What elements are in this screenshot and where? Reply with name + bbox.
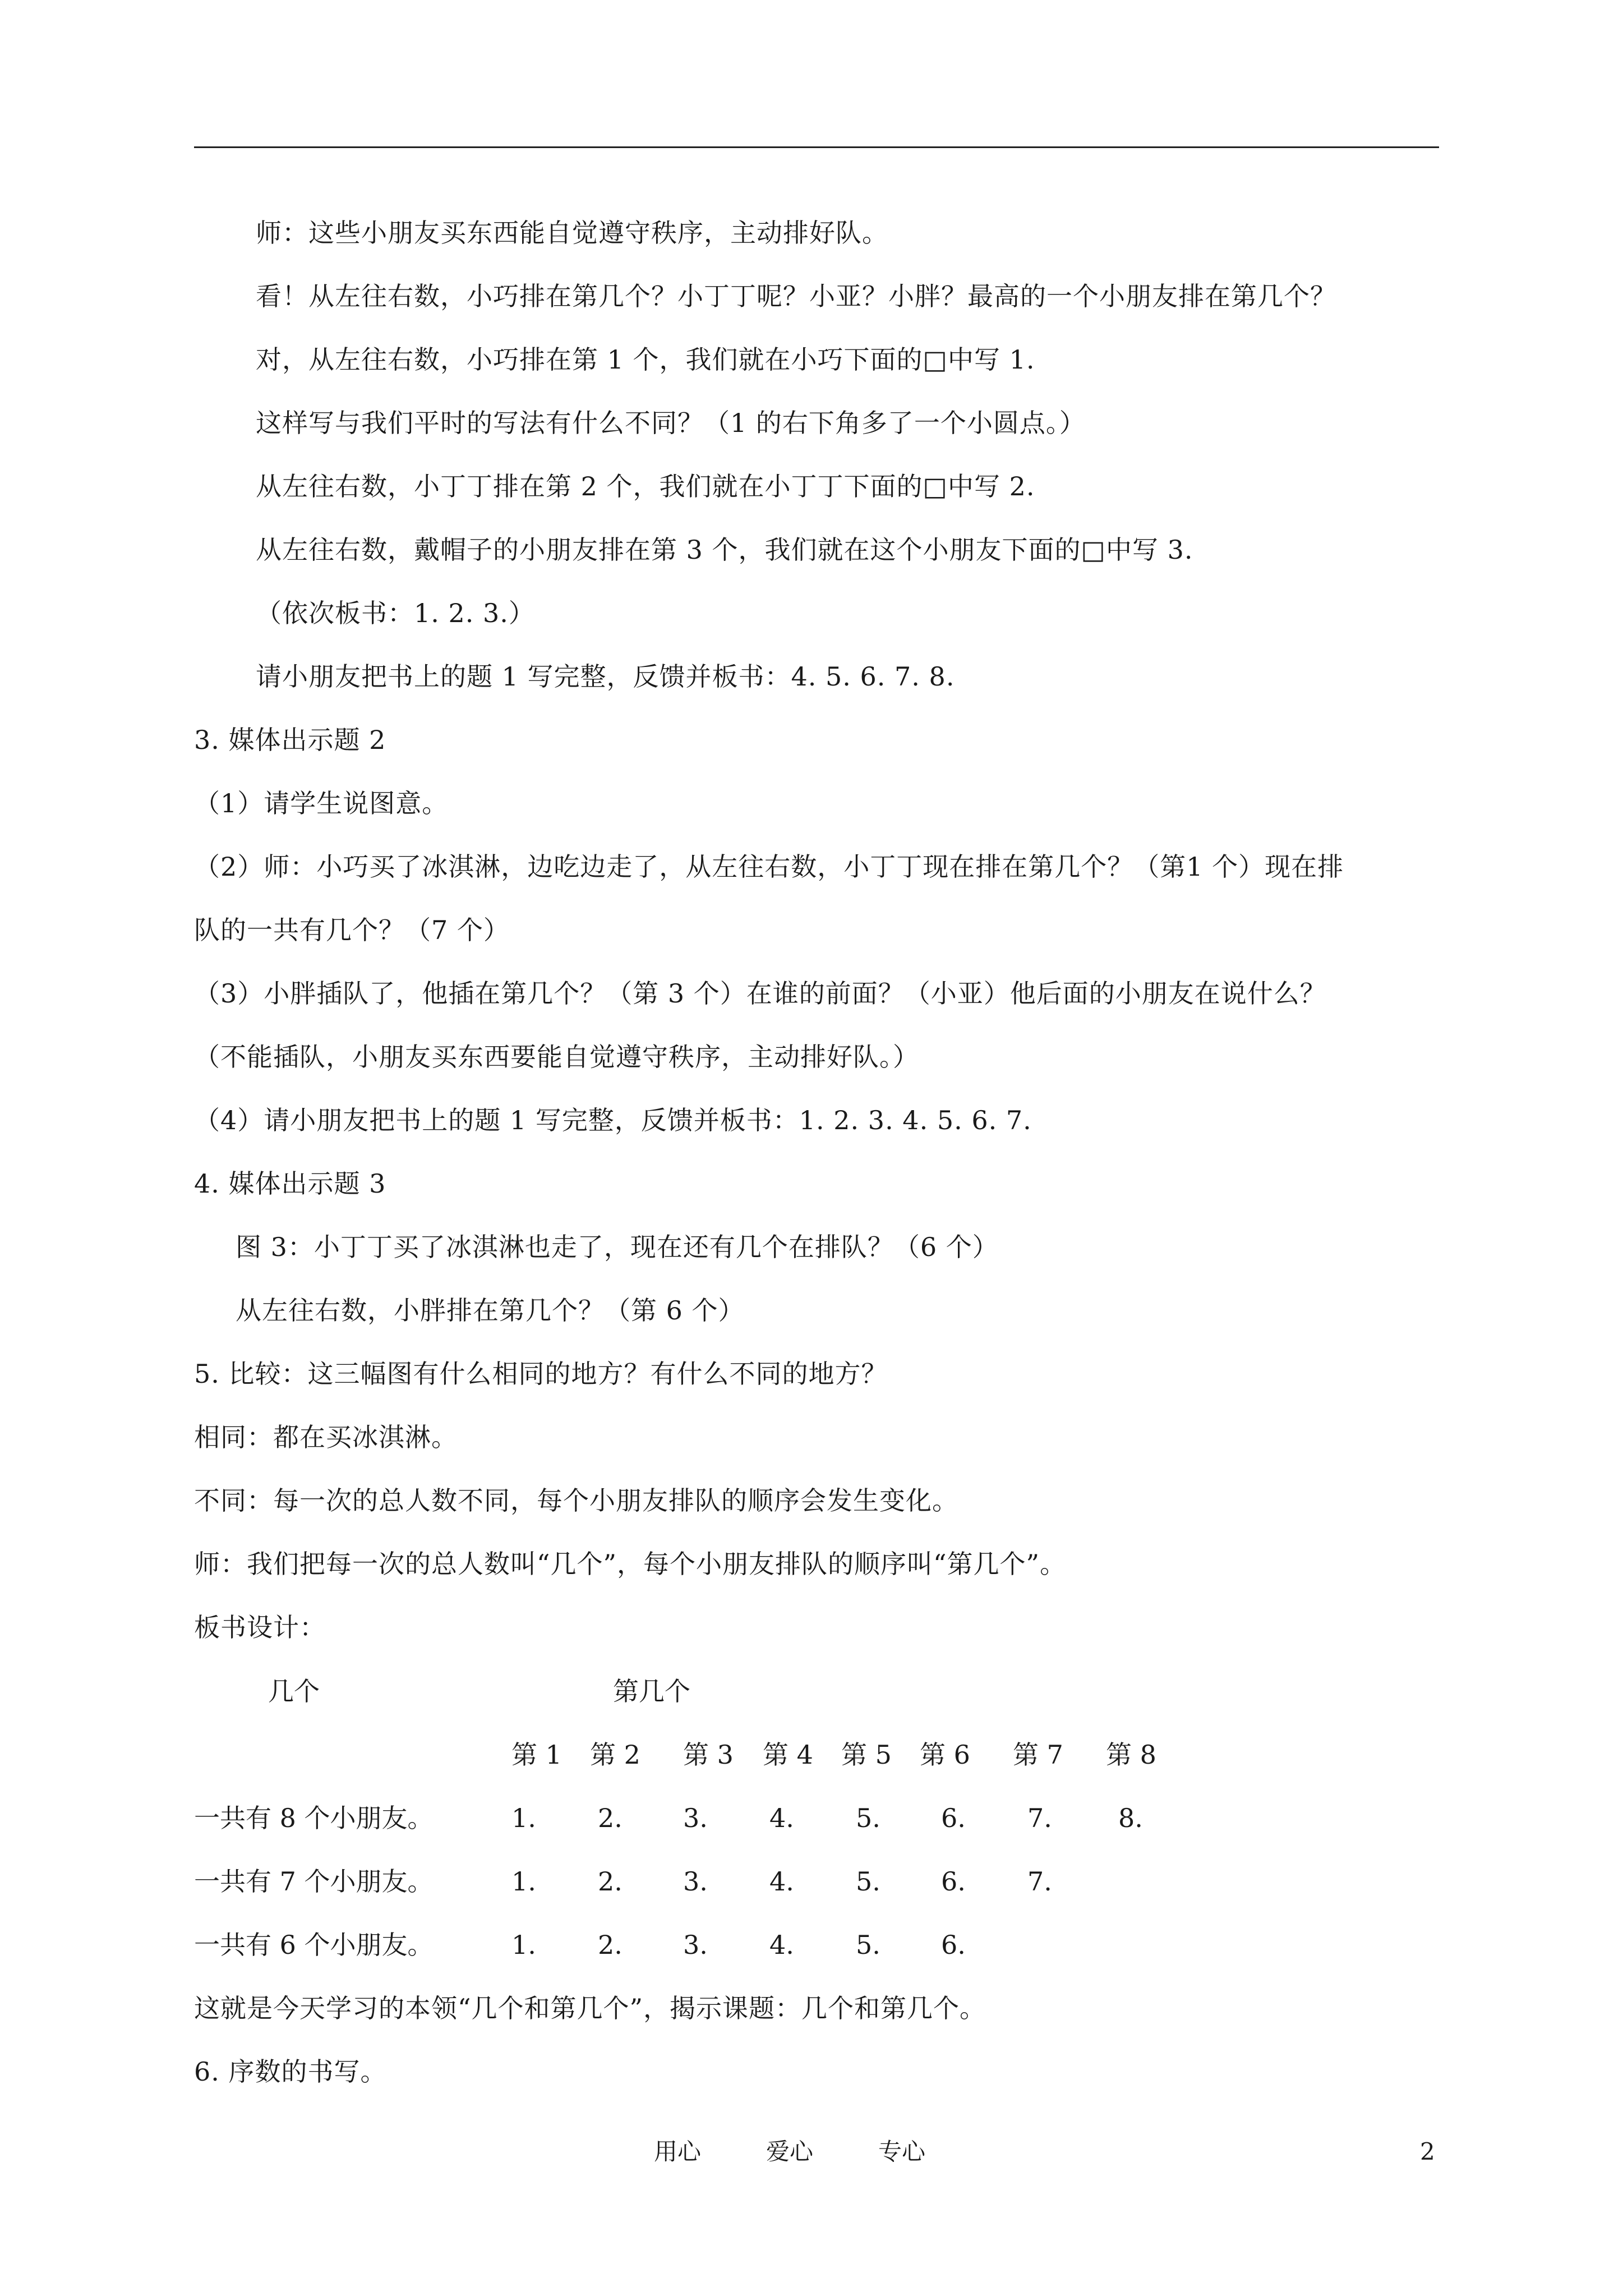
board-row-label: 一共有 8 个小朋友。 <box>194 1803 434 1833</box>
ordinal-label: 第 1 <box>511 1740 562 1770</box>
paragraph: 板书设计： <box>194 1612 326 1642</box>
board-cell: 1. <box>511 1930 536 1960</box>
board-cell: 3. <box>683 1930 708 1960</box>
paragraph: 请小朋友把书上的题 1 写完整，反馈并板书：4. 5. 6. 7. 8. <box>256 661 955 692</box>
board-cell: 4. <box>769 1803 794 1833</box>
board-cell: 5. <box>856 1930 880 1960</box>
section-heading: 4. 媒体出示题 3 <box>194 1168 386 1199</box>
board-cell: 6. <box>941 1930 966 1960</box>
board-cell: 3. <box>683 1866 708 1897</box>
header-rule <box>194 146 1439 148</box>
paragraph: 这样写与我们平时的写法有什么不同？（1 的右下角多了一个小圆点。） <box>256 408 1086 438</box>
paragraph: 从左往右数，戴帽子的小朋友排在第 3 个，我们就在这个小朋友下面的□中写 3. <box>256 535 1193 565</box>
board-cell: 4. <box>769 1866 794 1897</box>
board-header-ordinal: 第几个 <box>613 1676 690 1706</box>
board-cell: 2. <box>598 1866 623 1897</box>
section-heading: 6. 序数的书写。 <box>194 2056 387 2087</box>
board-cell: 8. <box>1118 1803 1143 1833</box>
board-cell: 3. <box>683 1803 708 1833</box>
ordinal-label: 第 8 <box>1106 1740 1156 1770</box>
paragraph: （2）师：小巧买了冰淇淋，边吃边走了，从左往右数，小丁丁现在排在第几个？（第1 个）现在排 <box>194 852 1344 882</box>
section-heading: 3. 媒体出示题 2 <box>194 725 386 755</box>
board-cell: 5. <box>856 1803 880 1833</box>
paragraph: 从左往右数，小丁丁排在第 2 个，我们就在小丁丁下面的□中写 2. <box>256 471 1035 501</box>
board-cell: 6. <box>941 1803 966 1833</box>
ordinal-label: 第 6 <box>920 1740 970 1770</box>
board-cell: 2. <box>598 1803 623 1833</box>
ordinal-label: 第 3 <box>683 1740 734 1770</box>
paragraph: 从左往右数，小胖排在第几个？（第 6 个） <box>236 1295 745 1326</box>
paragraph: 师：我们把每一次的总人数叫“几个”，每个小朋友排队的顺序叫“第几个”。 <box>194 1549 1067 1579</box>
ordinal-label: 第 2 <box>590 1740 640 1770</box>
paragraph: 这就是今天学习的本领“几个和第几个”，揭示课题：几个和第几个。 <box>194 1993 986 2023</box>
board-cell: 5. <box>856 1866 880 1897</box>
board-cell: 7. <box>1027 1803 1052 1833</box>
board-cell: 1. <box>511 1803 536 1833</box>
page-number: 2 <box>1420 2138 1435 2165</box>
paragraph: （不能插队，小朋友买东西要能自觉遵守秩序，主动排好队。） <box>194 1042 919 1072</box>
paragraph: （4）请小朋友把书上的题 1 写完整，反馈并板书：1. 2. 3. 4. 5. 6. 7. <box>194 1105 1032 1135</box>
paragraph: 图 3：小丁丁买了冰淇淋也走了，现在还有几个在排队？（6 个） <box>236 1232 999 1262</box>
board-cell: 2. <box>598 1930 623 1960</box>
footer-motto-2: 爱心 <box>766 2138 814 2165</box>
paragraph: （3）小胖插队了，他插在第几个？（第 3 个）在谁的前面？（小亚）他后面的小朋友在说什么？ <box>194 978 1326 1009</box>
board-row-label: 一共有 7 个小朋友。 <box>194 1866 434 1897</box>
ordinal-label: 第 4 <box>763 1740 813 1770</box>
paragraph: 相同：都在买冰淇淋。 <box>194 1422 458 1452</box>
board-cell: 7. <box>1027 1866 1052 1897</box>
paragraph: 看！从左往右数，小巧排在第几个？小丁丁呢？小亚？小胖？最高的一个小朋友排在第几个？ <box>256 281 1336 311</box>
paragraph: 师：这些小朋友买东西能自觉遵守秩序，主动排好队。 <box>256 218 888 248</box>
paragraph: 对，从左往右数，小巧排在第 1 个，我们就在小巧下面的□中写 1. <box>256 344 1035 375</box>
paragraph: 不同：每一次的总人数不同，每个小朋友排队的顺序会发生变化。 <box>194 1485 958 1516</box>
board-header-count: 几个 <box>268 1676 320 1706</box>
board-cell: 6. <box>941 1866 966 1897</box>
paragraph: 队的一共有几个？（7 个） <box>194 915 510 945</box>
footer-motto-1: 用心 <box>654 2138 702 2165</box>
paragraph: （1）请学生说图意。 <box>194 788 449 818</box>
paragraph: （依次板书：1. 2. 3.） <box>256 598 535 628</box>
footer-motto-3: 专心 <box>878 2138 926 2165</box>
section-heading: 5. 比较：这三幅图有什么相同的地方？有什么不同的地方？ <box>194 1359 888 1389</box>
ordinal-label: 第 5 <box>841 1740 892 1770</box>
ordinal-label: 第 7 <box>1013 1740 1063 1770</box>
board-cell: 4. <box>769 1930 794 1960</box>
board-row-label: 一共有 6 个小朋友。 <box>194 1930 434 1960</box>
board-cell: 1. <box>511 1866 536 1897</box>
